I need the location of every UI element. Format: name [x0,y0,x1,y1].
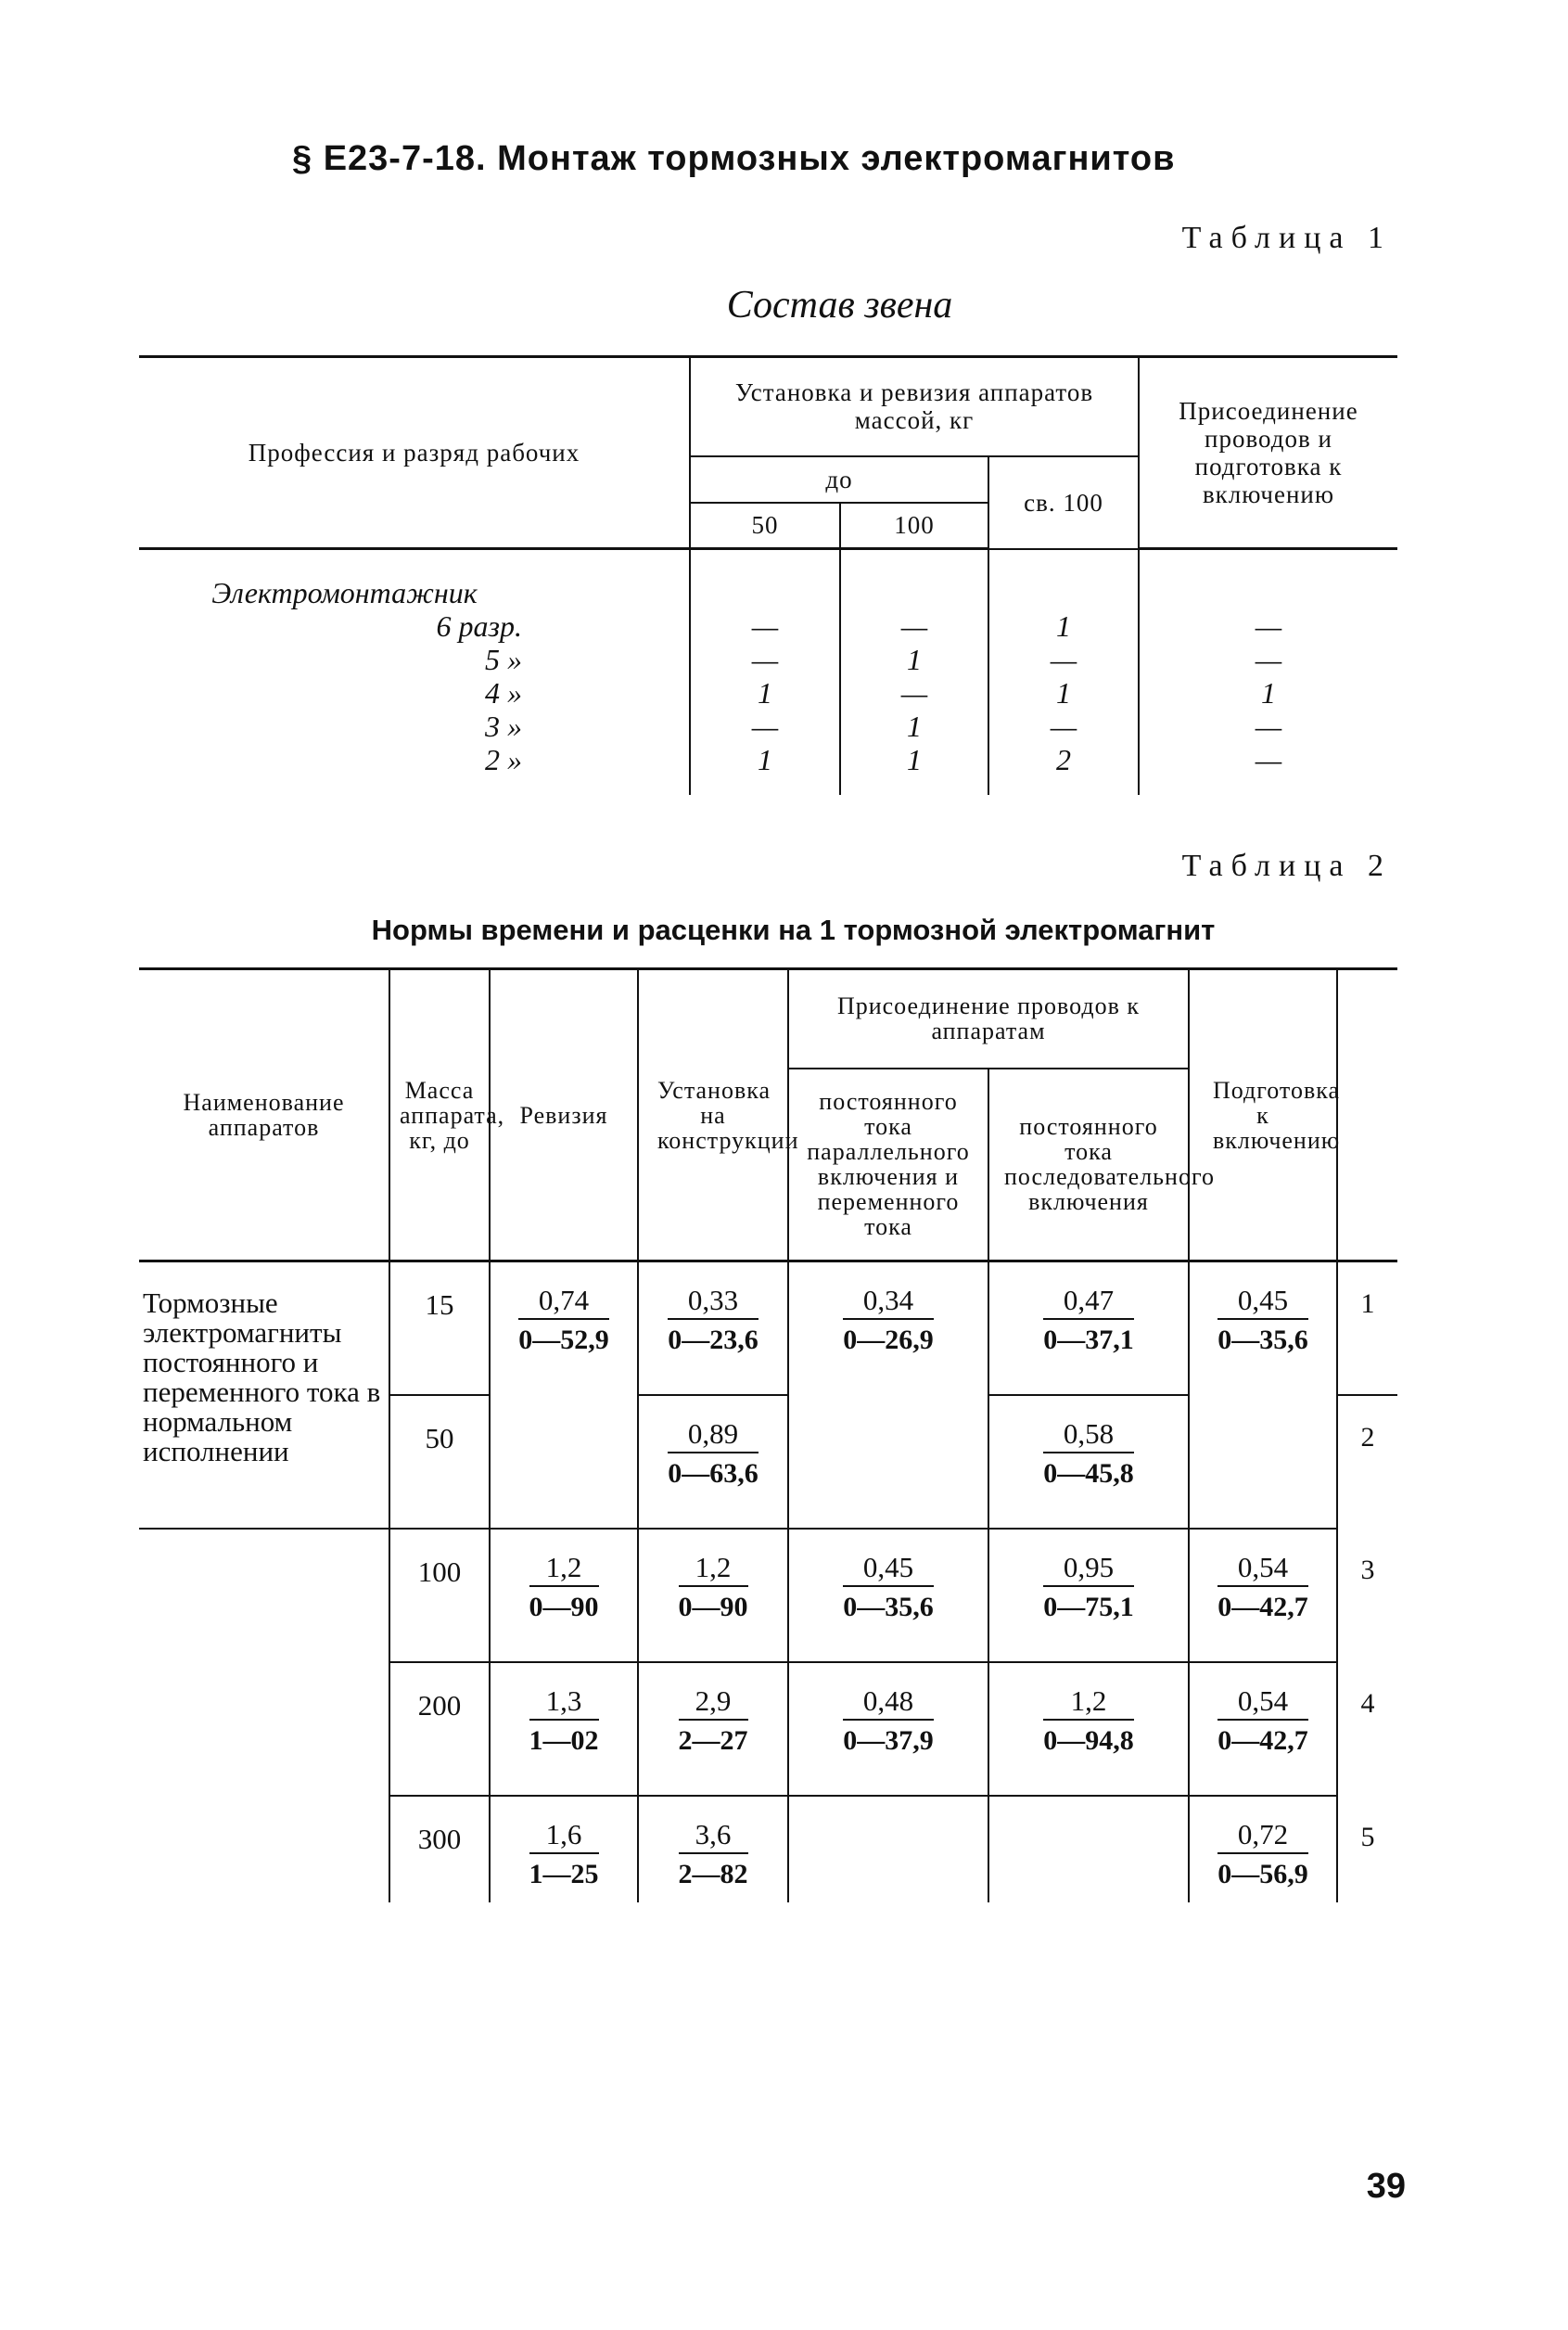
norm-time: 1,6 [529,1817,599,1854]
revision-cell [490,1261,638,1529]
row-number: 3 [1337,1529,1397,1662]
rate: 2—27 [678,1724,748,1756]
cell-value: — [751,710,779,743]
device-name: Тормозные электромагниты постоянного и переменного тока в нормальном исполнении [139,1261,389,1529]
mass-value: 100 [389,1529,490,1662]
rate: 0—35,6 [1217,1325,1308,1355]
time-norms-table [139,967,1397,1902]
norm-time: 1,2 [1043,1683,1134,1721]
series-cell [988,1395,1189,1529]
rate: 0—56,9 [1217,1858,1308,1889]
cell-value: — [1050,709,1077,743]
cell-value: 1 [1056,675,1071,710]
rate: 0—45,8 [1043,1457,1134,1489]
header-install-group: Установка и ревизия аппаратов массой, кг [690,357,1139,456]
row-number: 4 [1337,1662,1397,1796]
table2-label: Таблица 2 [1181,849,1392,883]
rate: 0—42,7 [1217,1724,1308,1756]
header-100: 100 [840,503,988,549]
rate: 2—82 [678,1858,748,1889]
rate: 0—52,9 [518,1325,609,1355]
series-cell [988,1261,1189,1395]
header-over100: св. 100 [988,456,1139,549]
header-connect-series: постоянного тока последовательного включения [988,1069,1189,1261]
norm-time: 0,58 [1043,1416,1134,1453]
rate: 0—37,1 [1043,1325,1134,1355]
header-install: Установка на конструкции [638,969,788,1261]
grade: 5 » [485,643,522,676]
mass-value: 50 [389,1395,490,1529]
norm-time: 0,47 [1043,1283,1134,1320]
header-profession: Профессия и разряд рабочих [139,357,690,549]
cell-value: — [751,643,779,676]
header-50: 50 [690,503,840,549]
series-cell [988,1662,1189,1796]
table2-title: Нормы времени и расценки на 1 тормозной электромагнит [371,914,1216,946]
rate: 1—25 [529,1858,599,1889]
header-row-number [1337,969,1397,1261]
cell-value: 1 [758,743,772,776]
mass-value: 15 [389,1261,490,1395]
norm-time: 0,74 [518,1283,609,1320]
rate: 0—90 [678,1591,748,1622]
col-over100-values [988,549,1139,795]
rate: 0—35,6 [843,1591,934,1622]
profession-name: Электромонтажник [211,576,478,609]
cell-value: 1 [758,676,772,710]
cell-value: 1 [907,710,922,743]
install-cell [638,1395,788,1529]
row-number: 2 [1337,1395,1397,1529]
col-connect-values [1139,549,1397,795]
revision-cell [490,1529,638,1662]
prep-cell [1189,1662,1337,1796]
crew-composition-table [139,355,1397,795]
rate: 0—94,8 [1043,1724,1134,1756]
page-number: 39 [1366,2167,1406,2206]
grade: 2 » [485,743,522,776]
rate: 1—02 [529,1724,599,1756]
rate: 0—63,6 [668,1457,759,1489]
install-cell [638,1261,788,1395]
header-device-name: Наименование аппаратов [139,969,389,1261]
row-number: 5 [1337,1796,1397,1902]
cell-value: — [751,609,779,643]
install-cell [638,1662,788,1796]
mass-value: 200 [389,1662,490,1796]
grade: 4 » [485,676,522,710]
norm-time: 0,54 [1217,1683,1308,1721]
mass-value: 300 [389,1796,490,1902]
norm-time: 1,2 [529,1550,599,1587]
parallel-cell [788,1529,988,1662]
cell-value: — [1255,643,1282,676]
norm-time: 1,3 [529,1683,599,1721]
norm-time: 0,45 [1217,1283,1308,1320]
rate: 0—26,9 [843,1325,934,1355]
section-title: § Е23-7-18. Монтаж тормозных электромагнитов [292,139,1176,178]
header-revision: Ревизия [490,969,638,1261]
parallel-cell [788,1261,988,1529]
norm-time: 1,2 [679,1550,748,1587]
install-cell [638,1796,788,1902]
rate: 0—90 [529,1591,599,1622]
series-cell [988,1529,1189,1662]
prep-cell [1189,1261,1337,1529]
prep-cell [1189,1529,1337,1662]
norm-time: 0,34 [843,1283,934,1320]
grade: 6 разр. [436,609,522,643]
cell-value: — [1050,642,1077,676]
rate: 0—23,6 [668,1325,759,1355]
rate: 0—42,7 [1217,1591,1308,1622]
series-cell-empty [988,1796,1189,1902]
norm-time: 0,48 [843,1683,934,1721]
norm-time: 0,33 [668,1283,759,1320]
table1-label: Таблица 1 [1181,221,1392,255]
profession-cell [139,549,690,795]
rate: 0—37,9 [843,1724,934,1756]
cell-value: 1 [1261,676,1276,710]
device-name-continued [139,1529,389,1902]
table1-title: Состав звена [726,284,953,326]
cell-value: — [900,676,928,710]
row-number: 1 [1337,1261,1397,1395]
header-mass: Масса аппарата, кг, до [389,969,490,1261]
prep-cell [1189,1796,1337,1902]
norm-time: 3,6 [679,1817,748,1854]
header-upto: до [690,456,988,503]
header-connect: Присоединение проводов и подготовка к включению [1139,357,1397,549]
norm-time: 2,9 [679,1683,748,1721]
norm-time: 0,89 [668,1416,759,1453]
revision-cell [490,1796,638,1902]
cell-value: — [1255,609,1282,643]
parallel-cell-empty [788,1796,988,1902]
rate: 0—75,1 [1043,1591,1134,1622]
grade: 3 » [485,710,522,743]
norm-time: 0,54 [1217,1550,1308,1587]
norm-time: 0,45 [843,1550,934,1587]
header-connect-parallel: постоянного тока параллельного включения и переменного тока [788,1069,988,1261]
norm-time: 0,72 [1217,1817,1308,1854]
cell-value: 2 [1056,742,1071,776]
cell-value: — [1255,743,1282,776]
cell-value: 1 [1056,608,1071,643]
col-100-values [840,549,988,795]
cell-value: 1 [907,643,922,676]
header-connect-group: Присоединение проводов к аппаратам [788,969,1189,1069]
cell-value: — [900,609,928,643]
parallel-cell [788,1662,988,1796]
revision-cell [490,1662,638,1796]
norm-time: 0,95 [1043,1550,1134,1587]
cell-value: — [1255,710,1282,743]
header-prep: Подготовка к включению [1189,969,1337,1261]
cell-value: 1 [907,743,922,776]
col-50-values [690,549,840,795]
install-cell [638,1529,788,1662]
